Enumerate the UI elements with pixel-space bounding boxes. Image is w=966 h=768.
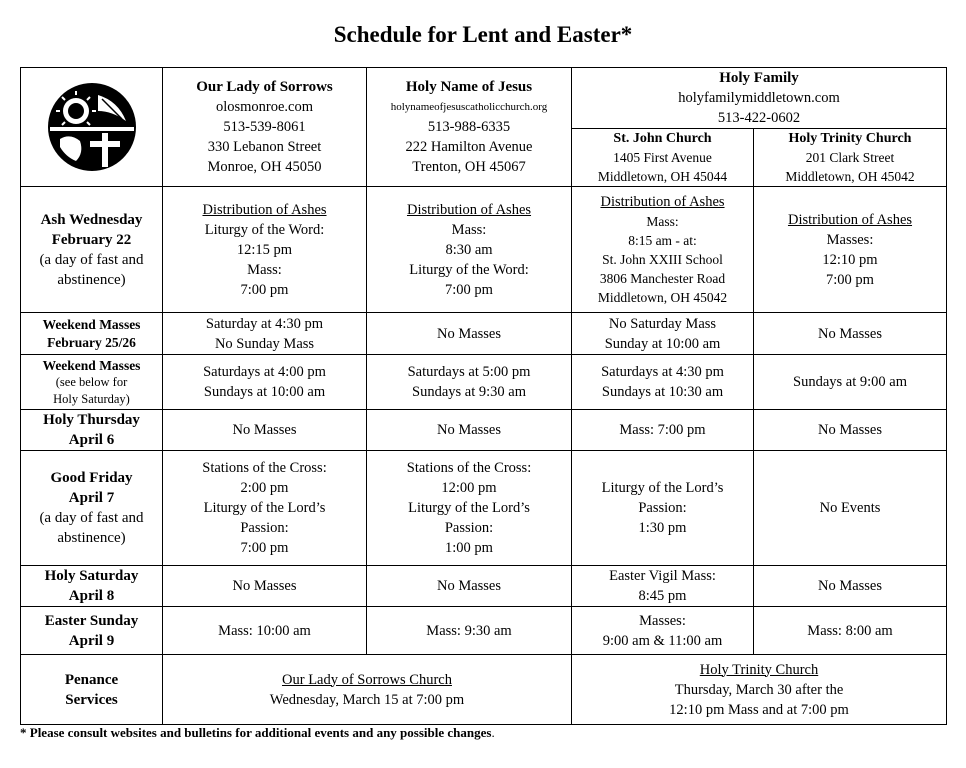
row-note-line: Holy Saturday)	[53, 391, 130, 406]
easter-sunday-label	[21, 607, 163, 655]
wk2-trinity-cell	[754, 355, 947, 410]
cell-line: 12:00 pm	[441, 480, 497, 496]
row-note-line: abstinence)	[57, 271, 126, 288]
holy-saturday-row	[21, 566, 947, 607]
row-label-line: Services	[65, 691, 118, 708]
trinity-name: Holy Trinity Church	[788, 131, 912, 146]
row-label-line: April 6	[68, 432, 115, 448]
hnj-address-line2: Trenton, OH 45067	[412, 159, 526, 175]
weekend-feb-label	[21, 313, 163, 355]
row-label-line: Penance	[64, 671, 119, 688]
cell-heading: Distribution of Ashes	[787, 211, 913, 228]
hnj-website[interactable]: holynameofjesuscatholicchurch.org	[390, 101, 548, 113]
hnj-phone: 513-988-6335	[427, 119, 511, 135]
ash-wednesday-label	[21, 187, 163, 313]
cell-line: Sundays at 9:00 am	[793, 374, 907, 390]
cell-line: No Masses	[436, 325, 502, 342]
holy-thursday-row	[21, 410, 947, 451]
thu-trinity-cell: No Masses	[754, 410, 947, 451]
cell-line: 7:00 pm	[240, 281, 289, 298]
row-label-line: Holy Thursday	[43, 412, 140, 428]
ash-trinity-cell	[754, 187, 947, 313]
cell-line: Easter Vigil Mass:	[609, 568, 716, 584]
stjohn-address-line2: Middletown, OH 45044	[597, 169, 728, 184]
row-note-line: abstinence)	[57, 530, 126, 546]
sun-olos-cell: Mass: 10:00 am	[163, 607, 367, 655]
fri-hnj-cell	[367, 451, 572, 566]
weekend-masses-label	[21, 355, 163, 410]
thu-olos-cell: No Masses	[163, 410, 367, 451]
cell-line: Sunday at 10:00 am	[604, 335, 721, 352]
cell-line: Thursday, March 30 after the	[674, 681, 844, 698]
row-label-line: Weekend Masses	[42, 357, 141, 373]
stjohn-header-cell	[572, 129, 754, 187]
cell-heading: Holy Trinity Church	[699, 661, 819, 678]
cell-line: 7:00 pm	[826, 271, 874, 288]
row-label-line: April 9	[68, 632, 115, 649]
cell-line: Mass:	[451, 221, 487, 238]
row-label-line: Weekend Masses	[42, 316, 141, 332]
footnote-period: .	[491, 725, 495, 740]
cell-line: 2:00 pm	[240, 480, 289, 496]
cell-line: Saturday at 4:30 pm	[205, 315, 324, 332]
olos-name: Our Lady of Sorrows	[196, 79, 333, 95]
sun-trinity-cell: Mass: 8:00 am	[754, 607, 947, 655]
cell-line: Mass:	[247, 261, 282, 278]
row-note-line: (a day of fast and	[39, 510, 144, 526]
row-label-line: April 7	[68, 490, 115, 506]
olos-header-cell	[163, 68, 367, 187]
cell-line: 8:30 am	[445, 241, 493, 258]
sun-stjohn-cell	[572, 607, 754, 655]
cell-line: Sundays at 10:30 am	[601, 384, 724, 400]
hf-header-cell	[572, 68, 947, 129]
row-label-line: Easter Sunday	[44, 612, 139, 629]
cell-line: 1:30 pm	[638, 520, 687, 536]
hnj-header-cell	[367, 68, 572, 187]
wk1-hnj-cell	[367, 313, 572, 355]
cell-line: 3806 Manchester Road	[599, 270, 726, 286]
page-title: Schedule for Lent and Easter*	[333, 22, 633, 47]
hnj-address-line1: 222 Hamilton Avenue	[405, 139, 533, 155]
ash-hnj-cell	[367, 187, 572, 313]
weekend-masses-row	[21, 355, 947, 410]
cell-line: No Masses	[817, 325, 883, 342]
cell-line: Saturdays at 4:30 pm	[601, 364, 724, 380]
penance-label	[21, 655, 163, 725]
olos-phone: 513-539-8061	[223, 119, 306, 135]
cell-line: St. John XXIII School	[602, 251, 723, 267]
wk2-hnj-cell	[367, 355, 572, 410]
trinity-address-line2: Middletown, OH 45042	[785, 169, 915, 184]
cell-line: Saturdays at 4:00 pm	[203, 364, 326, 380]
hf-phone: 513-422-0602	[717, 110, 801, 126]
cell-line: Liturgy of the Lord’s	[203, 500, 326, 516]
cell-line: Passion:	[240, 520, 289, 536]
schedule-table	[20, 67, 947, 725]
wk1-olos-cell	[163, 313, 367, 355]
thu-hnj-cell: No Masses	[367, 410, 572, 451]
sat-olos-cell: No Masses	[163, 566, 367, 607]
cell-line: 7:00 pm	[445, 281, 493, 298]
cell-line: 12:10 pm Mass and at 7:00 pm	[669, 701, 849, 718]
cell-line: No Saturday Mass	[608, 315, 717, 332]
cell-line: 1:00 pm	[445, 540, 493, 556]
holy-saturday-label	[21, 566, 163, 607]
thu-stjohn-cell: Mass: 7:00 pm	[572, 410, 754, 451]
cell-line: Mass:	[646, 213, 679, 229]
cell-line: 9:00 am & 11:00 am	[602, 632, 723, 649]
row-note-line: (a day of fast and	[39, 251, 144, 268]
hf-website[interactable]: holyfamilymiddletown.com	[678, 90, 840, 106]
header-row	[21, 68, 947, 129]
fri-trinity-cell: No Events	[754, 451, 947, 566]
row-label-line: Holy Saturday	[44, 568, 139, 584]
cell-heading: Distribution of Ashes	[202, 201, 327, 218]
cell-line: Sundays at 10:00 am	[203, 384, 326, 400]
hnj-name: Holy Name of Jesus	[405, 79, 533, 95]
fri-stjohn-cell	[572, 451, 754, 566]
cell-line: Masses:	[639, 612, 686, 629]
olos-address-line2: Monroe, OH 45050	[207, 159, 322, 175]
hf-name: Holy Family	[719, 70, 799, 86]
penance-olos-cell	[163, 655, 572, 725]
cell-line: No Sunday Mass	[214, 335, 315, 352]
row-label-line: April 8	[68, 588, 115, 604]
row-label-line: Good Friday	[50, 470, 133, 486]
cell-line: Wednesday, March 15 at 7:00 pm	[269, 691, 465, 708]
weekend-feb-row	[21, 313, 947, 355]
row-label-line: Ash Wednesday	[40, 211, 143, 228]
cell-line: 12:10 pm	[822, 251, 878, 268]
cell-heading: Distribution of Ashes	[600, 193, 725, 210]
holy-thursday-label	[21, 410, 163, 451]
footnote-text: * Please consult websites and bulletins for additional events and any possible changes	[20, 725, 492, 740]
row-label-line: February 25/26	[47, 334, 136, 350]
olos-address-line1: 330 Lebanon Street	[207, 139, 322, 155]
cell-line: 8:45 pm	[638, 588, 687, 604]
footnote	[20, 725, 495, 741]
wk2-olos-cell	[163, 355, 367, 410]
wk1-stjohn-cell	[572, 313, 754, 355]
cell-line: Liturgy of the Lord’s	[408, 500, 530, 516]
row-label-line: February 22	[51, 231, 132, 248]
cell-line: Saturdays at 5:00 pm	[407, 364, 531, 380]
cell-line: Liturgy of the Word:	[204, 221, 325, 238]
easter-sunday-row	[21, 607, 947, 655]
wk1-trinity-cell	[754, 313, 947, 355]
cell-line: 12:15 pm	[236, 241, 293, 258]
sat-hnj-cell: No Masses	[367, 566, 572, 607]
cell-line: Passion:	[638, 500, 687, 516]
sat-stjohn-cell	[572, 566, 754, 607]
penance-row	[21, 655, 947, 725]
cell-line: Masses:	[826, 231, 874, 248]
good-friday-label	[21, 451, 163, 566]
trinity-header-cell	[754, 129, 947, 187]
cell-line: Liturgy of the Lord’s	[601, 480, 724, 496]
parish-logo-icon	[46, 81, 138, 173]
good-friday-row	[21, 451, 947, 566]
trinity-address-line1: 201 Clark Street	[805, 150, 895, 165]
ash-olos-cell	[163, 187, 367, 313]
ash-wednesday-row	[21, 187, 947, 313]
cell-line: Middletown, OH 45042	[597, 289, 728, 305]
sat-trinity-cell: No Masses	[754, 566, 947, 607]
cell-line: Stations of the Cross:	[406, 460, 532, 476]
penance-trinity-cell	[572, 655, 947, 725]
sun-hnj-cell: Mass: 9:30 am	[367, 607, 572, 655]
stjohn-address-line1: 1405 First Avenue	[613, 150, 712, 165]
stjohn-name: St. John Church	[613, 131, 712, 146]
cell-line: Liturgy of the Word:	[409, 261, 529, 278]
cell-line: 8:15 am - at:	[628, 232, 697, 248]
cell-heading: Our Lady of Sorrows Church	[282, 671, 452, 688]
cell-line: Passion:	[444, 520, 494, 536]
parish-logo-cell	[21, 68, 163, 187]
cell-line: Stations of the Cross:	[202, 460, 327, 476]
olos-website[interactable]: olosmonroe.com	[215, 99, 314, 115]
fri-olos-cell	[163, 451, 367, 566]
cell-heading: Distribution of Ashes	[406, 201, 532, 218]
row-note-line: (see below for	[55, 374, 128, 389]
cell-line: 7:00 pm	[240, 540, 289, 556]
wk2-stjohn-cell	[572, 355, 754, 410]
cell-line: Sundays at 9:30 am	[412, 384, 526, 400]
ash-stjohn-cell	[572, 187, 754, 313]
